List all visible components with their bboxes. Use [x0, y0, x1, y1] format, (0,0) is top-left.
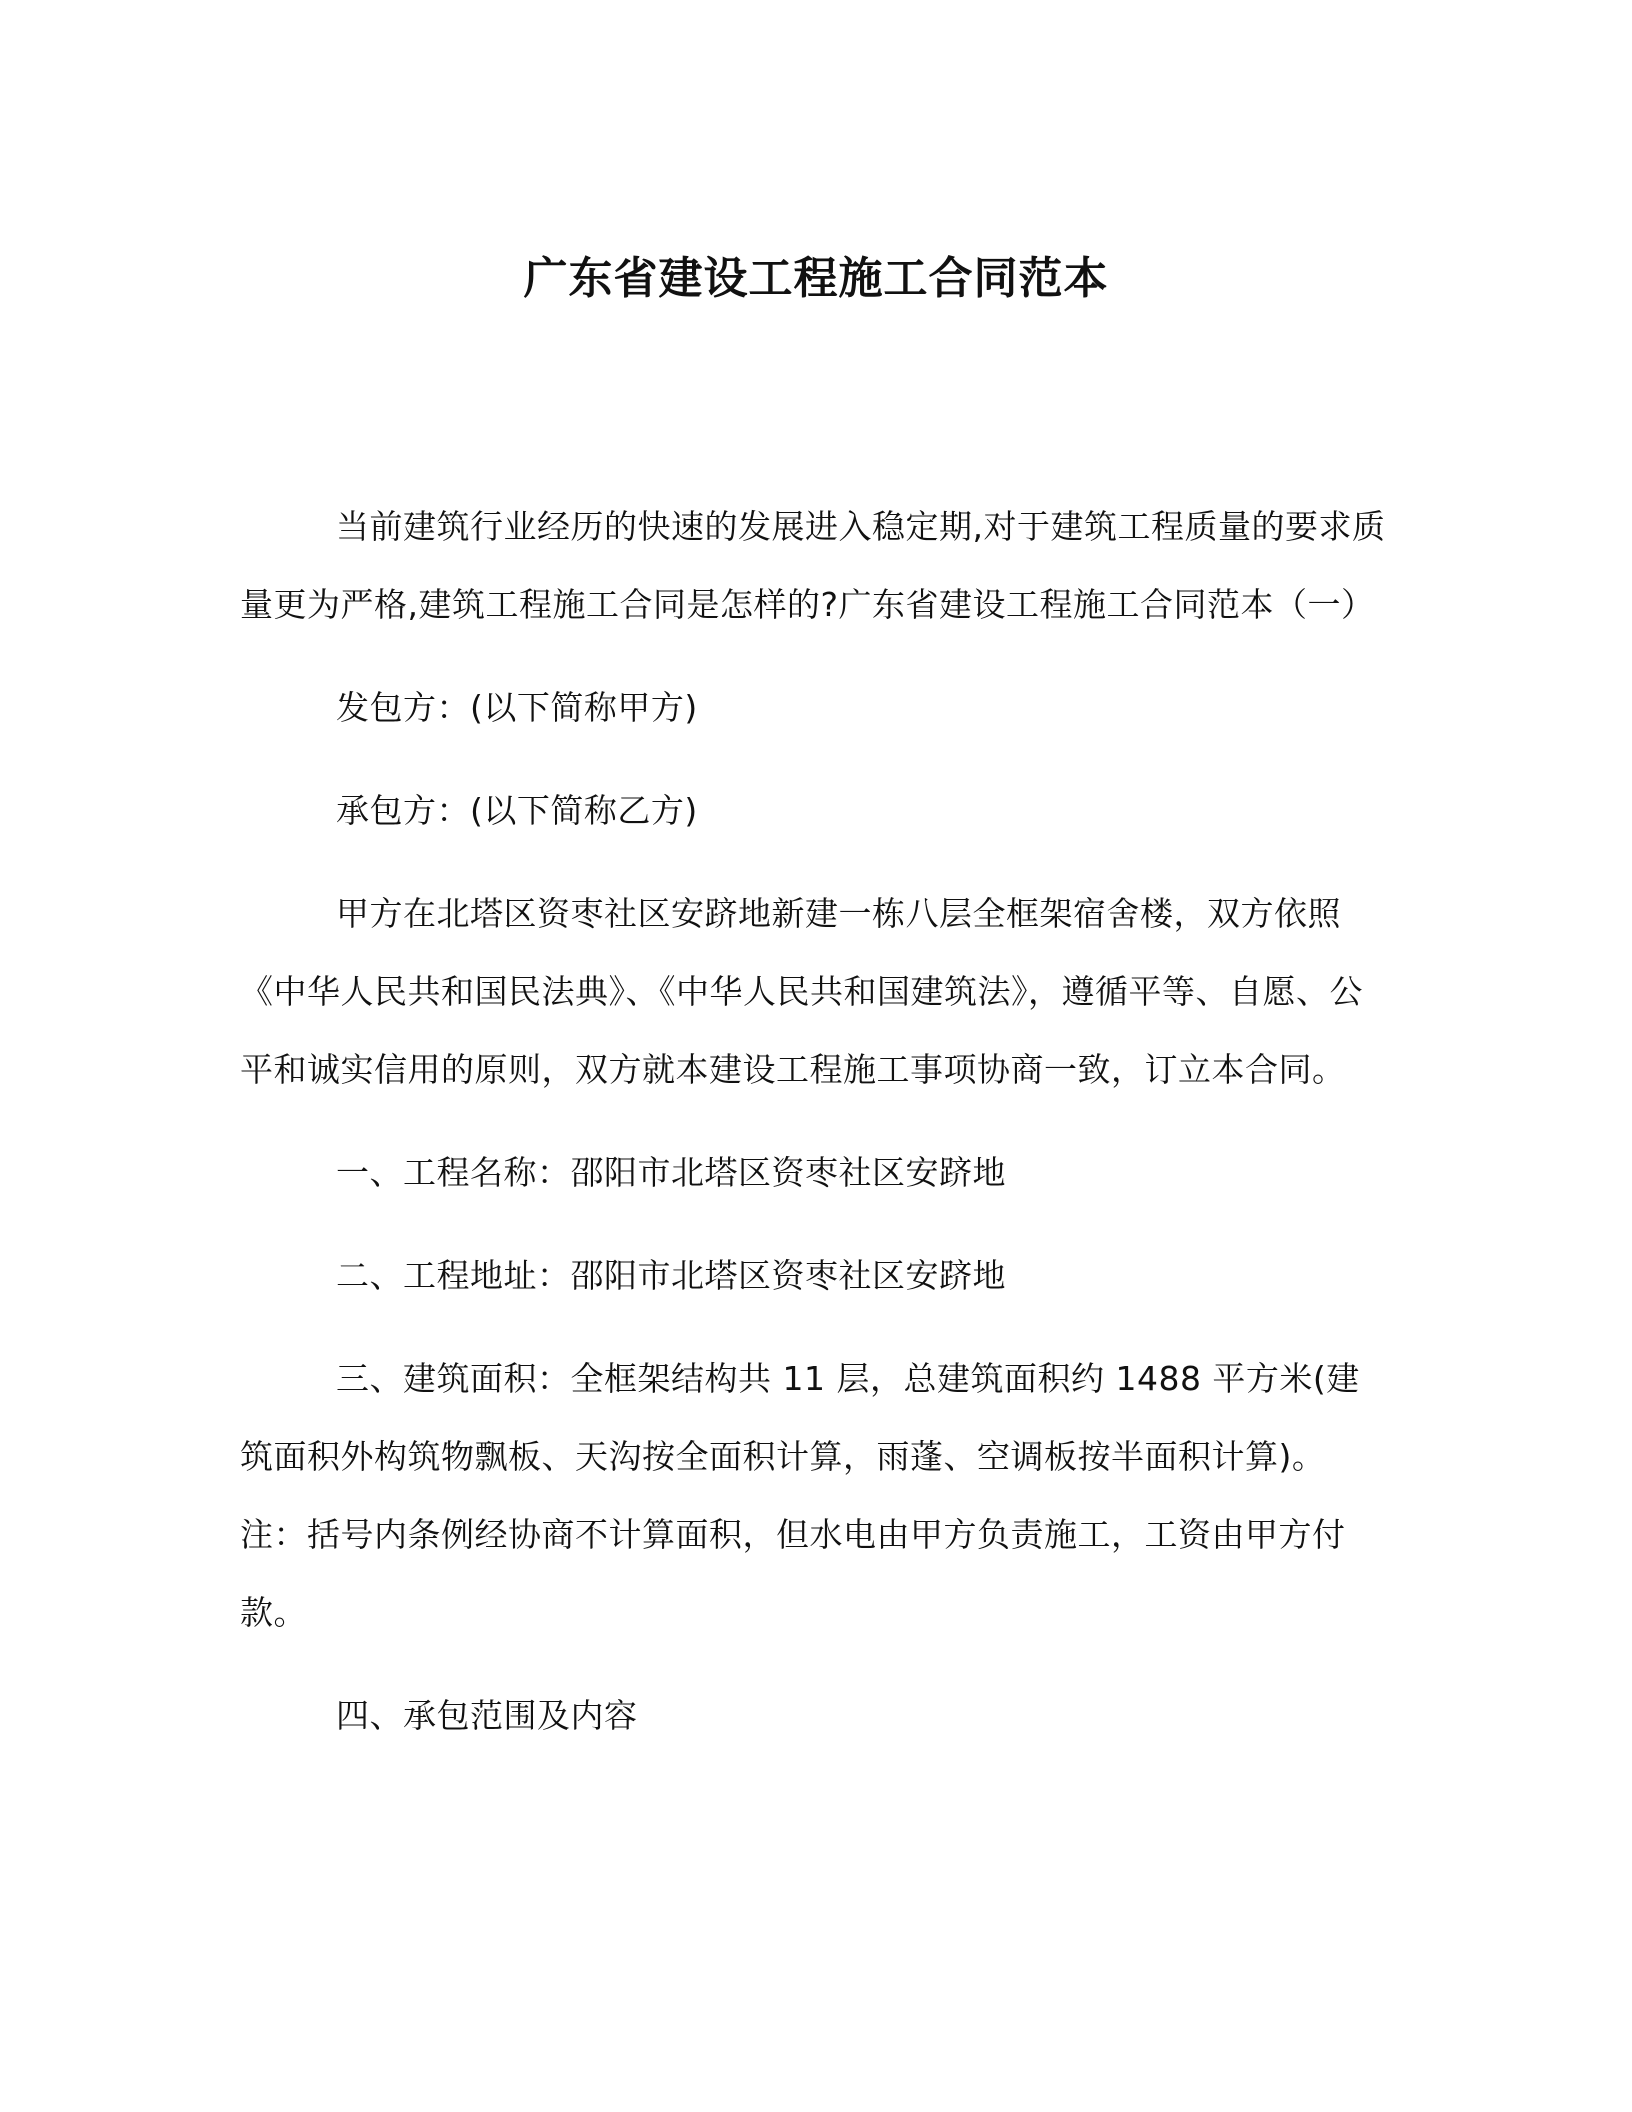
paragraph-scope-heading: 四、承包范围及内容 — [336, 1696, 638, 1735]
document-body — [240, 488, 1392, 1780]
document-title: 广东省建设工程施工合同范本 — [523, 253, 1109, 305]
paragraph-project-name: 一、工程名称：邵阳市北塔区资枣社区安跻地 — [336, 1153, 1006, 1192]
paragraph-project-address: 二、工程地址：邵阳市北塔区资枣社区安跻地 — [336, 1256, 1006, 1295]
paragraph-building-area: 三、建筑面积：全框架结构共 11 层，总建筑面积约 1488 平方米(建筑面积外构筑物飘板、天沟按全面积计算，雨蓬、空调板按半面积计算)。注：括号内条例经协商不计算面积，但水电由甲方负责施工，工资由甲方付款。 — [240, 1359, 1360, 1632]
paragraph-preamble: 甲方在北塔区资枣社区安跻地新建一栋八层全框架宿舍楼，双方依照《中华人民共和国民法典》、《中华人民共和国建筑法》，遵循平等、自愿、公平和诚实信用的原则，双方就本建设工程施工事项协商一致，订立本合同。 — [240, 894, 1363, 1089]
paragraph-employer: 发包方：(以下简称甲方) — [336, 688, 698, 727]
paragraph-contractor: 承包方：(以下简称乙方) — [336, 791, 698, 830]
paragraph-intro: 当前建筑行业经历的快速的发展进入稳定期,对于建筑工程质量的要求质量更为严格,建筑工程施工合同是怎样的?广东省建设工程施工合同范本（一） — [240, 507, 1386, 624]
